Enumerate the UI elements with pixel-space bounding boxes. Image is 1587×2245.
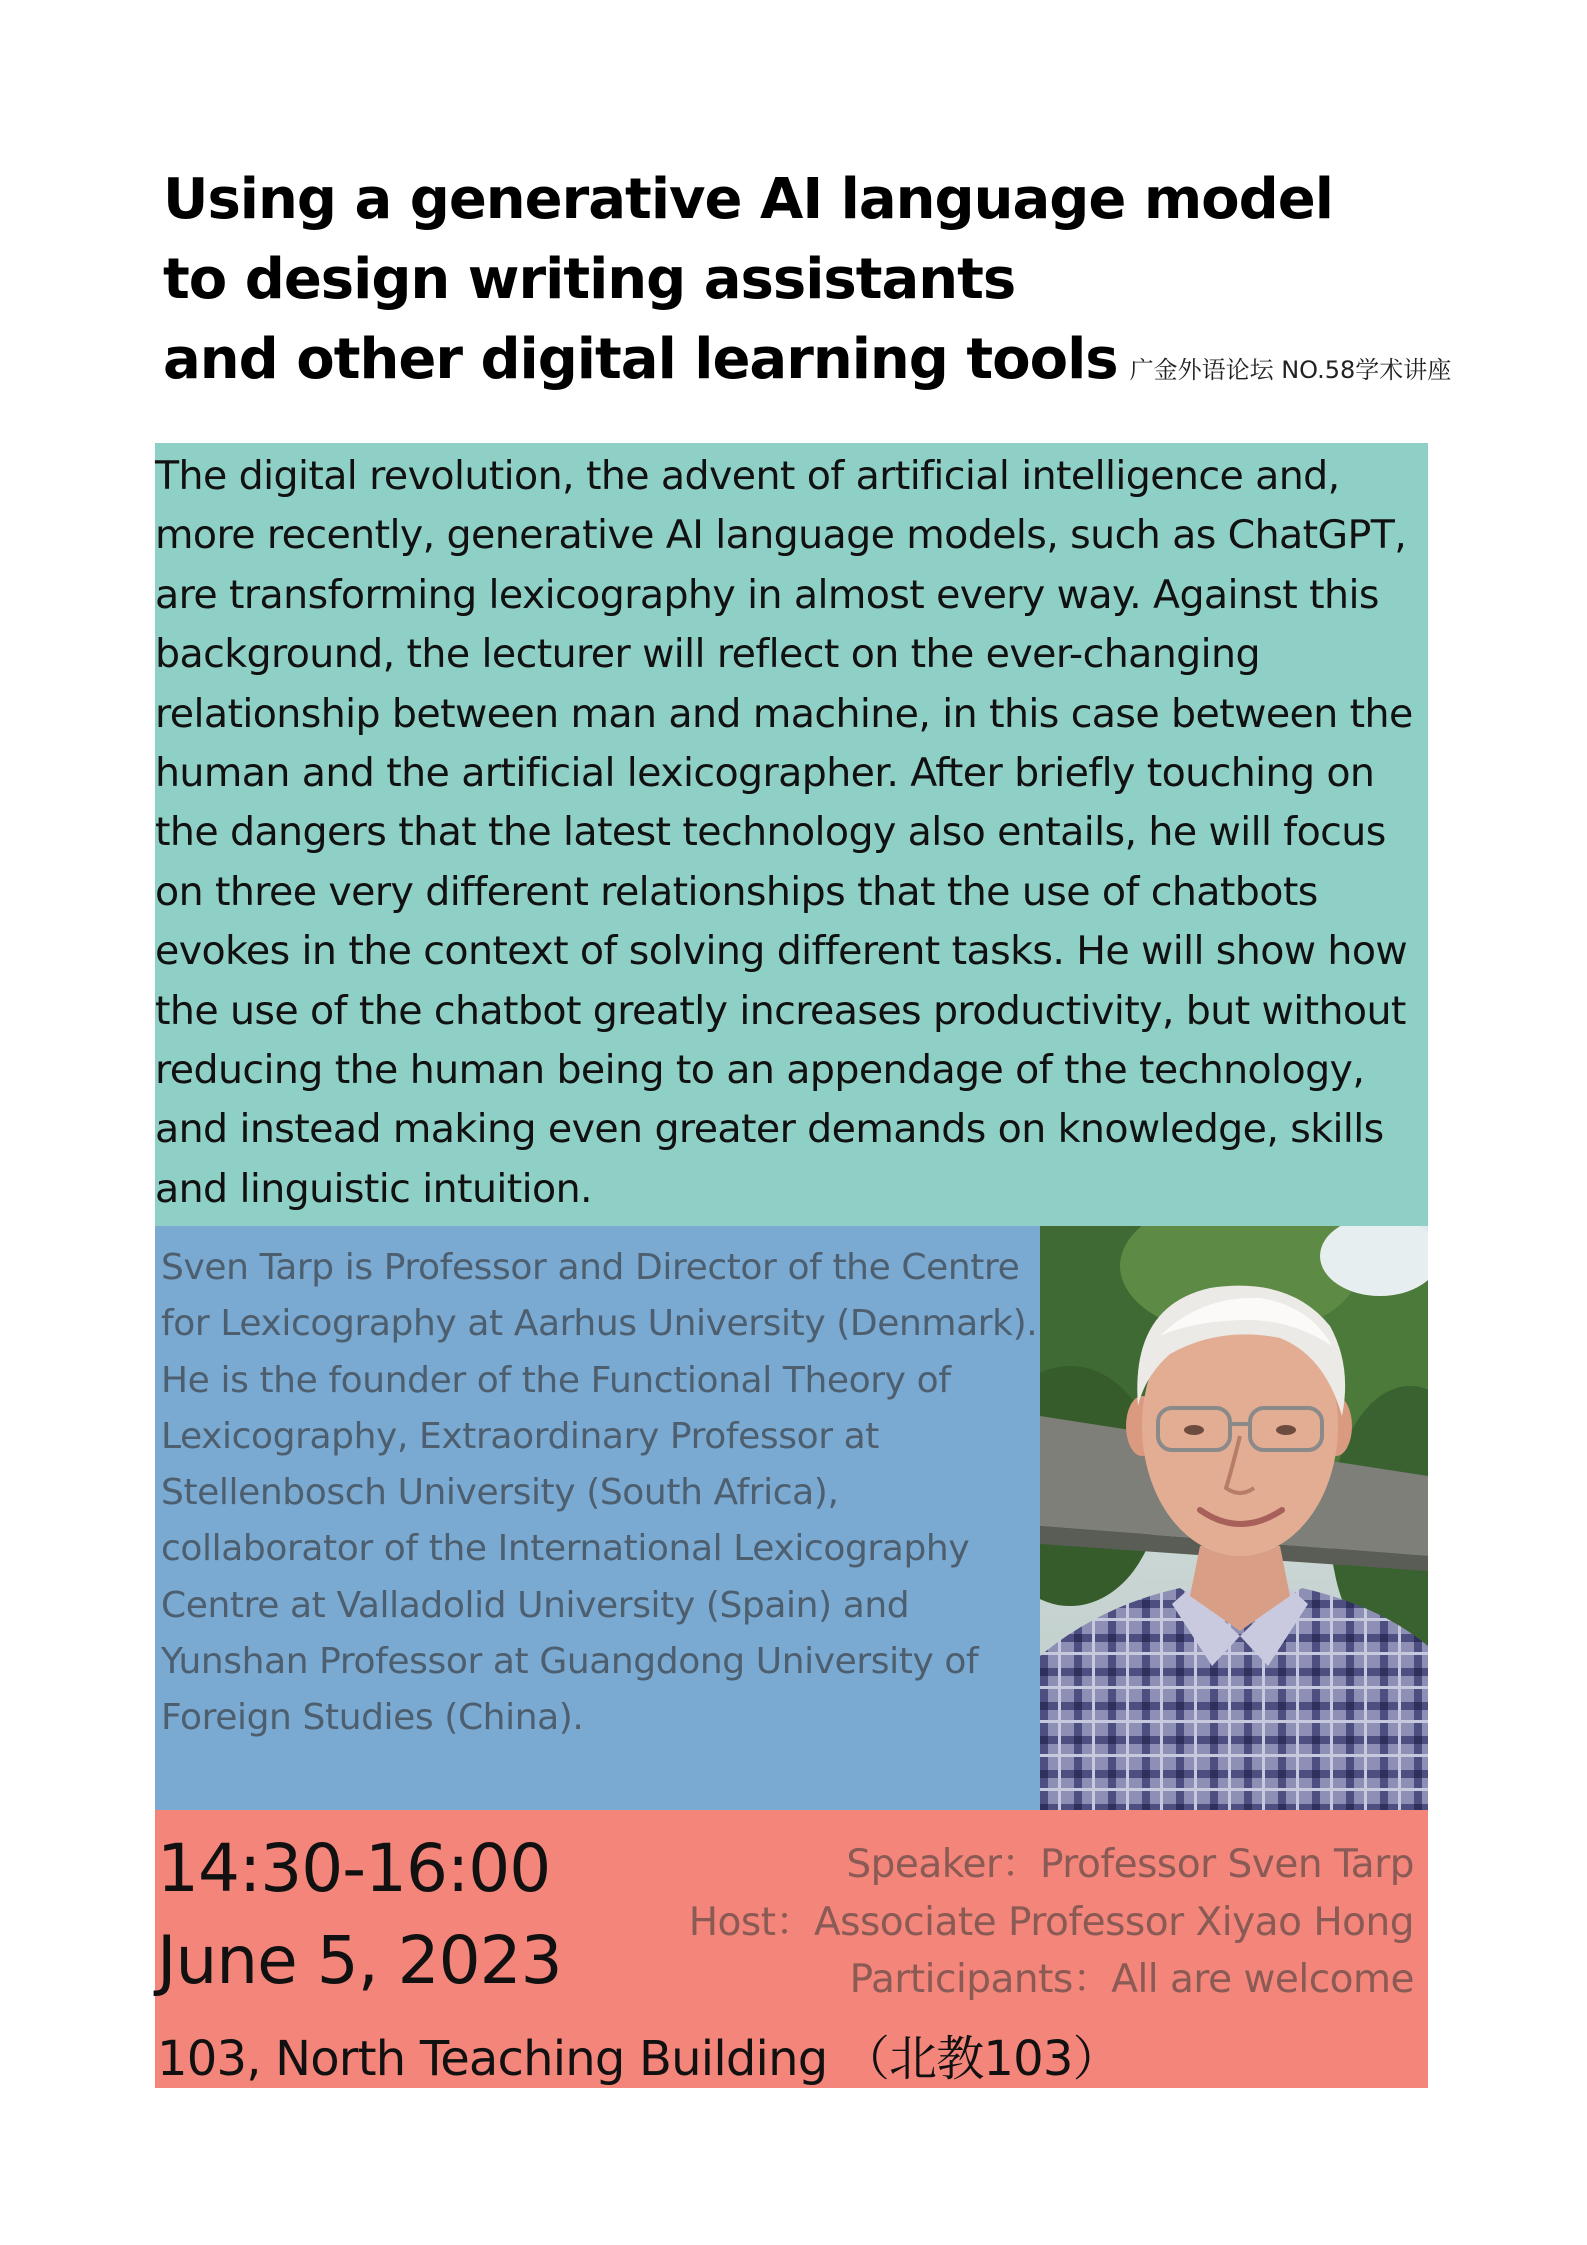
event-date: June 5, 2023: [157, 1922, 562, 1999]
title-line-1: Using a generative AI language model: [163, 167, 1333, 232]
title-line-3-wrapper: [163, 320, 1463, 410]
event-venue: 103, North Teaching Building （北教103）: [157, 2031, 1120, 2087]
speaker-line: Speaker：Professor Sven Tarp: [846, 1842, 1414, 1887]
abstract-panel: [155, 443, 1428, 1226]
speaker-photo: [1040, 1226, 1428, 1810]
lecture-title: [163, 160, 1463, 410]
bio-text: Sven Tarp is Professor and Director of the Centre for Lexicography at Aarhus University (Denmark). He is the founder of the Functional Theory of Lexicography, Extraordinary Professor at Stellenbosch University (South Africa), collaborator of the International Lexicography Centre at Valladolid University (Spain) and Yunshan Professor at Guangdong University of Foreign Studies (China).: [161, 1247, 1038, 1739]
event-info-panel: [155, 1810, 1428, 2088]
series-label: 广金外语论坛 NO.58学术讲座: [1129, 356, 1452, 384]
event-time: 14:30-16:00: [157, 1830, 551, 1907]
bio-panel: [155, 1226, 1040, 1810]
participants-line: Participants：All are welcome: [849, 1957, 1414, 2002]
speaker-portrait-image: [1040, 1226, 1428, 1810]
title-line-3: and other digital learning tools: [163, 327, 1118, 392]
abstract-text: The digital revolution, the advent of artificial intelligence and, more recently, generative AI language models, such as ChatGPT, are transforming lexicography in almost every way. Against this background, the lecturer will reflect on the ever-changing relationship between man and machine, in this case between the human and the artificial lexicographer. After briefly touching on the dangers that the latest technology also entails, he will focus on three very different relationships that the use of chatbots evokes in the context of solving different tasks. He will show how the use of the chatbot greatly increases productivity, but without reducing the human being to an appendage of the technology, and instead making even greater demands on knowledge, skills and linguistic intuition.: [155, 453, 1413, 1212]
title-line-2: to design writing assistants: [163, 247, 1016, 312]
host-line: Host：Associate Professor Xiyao Hong: [688, 1899, 1414, 1945]
event-credits: [689, 1836, 1414, 2009]
